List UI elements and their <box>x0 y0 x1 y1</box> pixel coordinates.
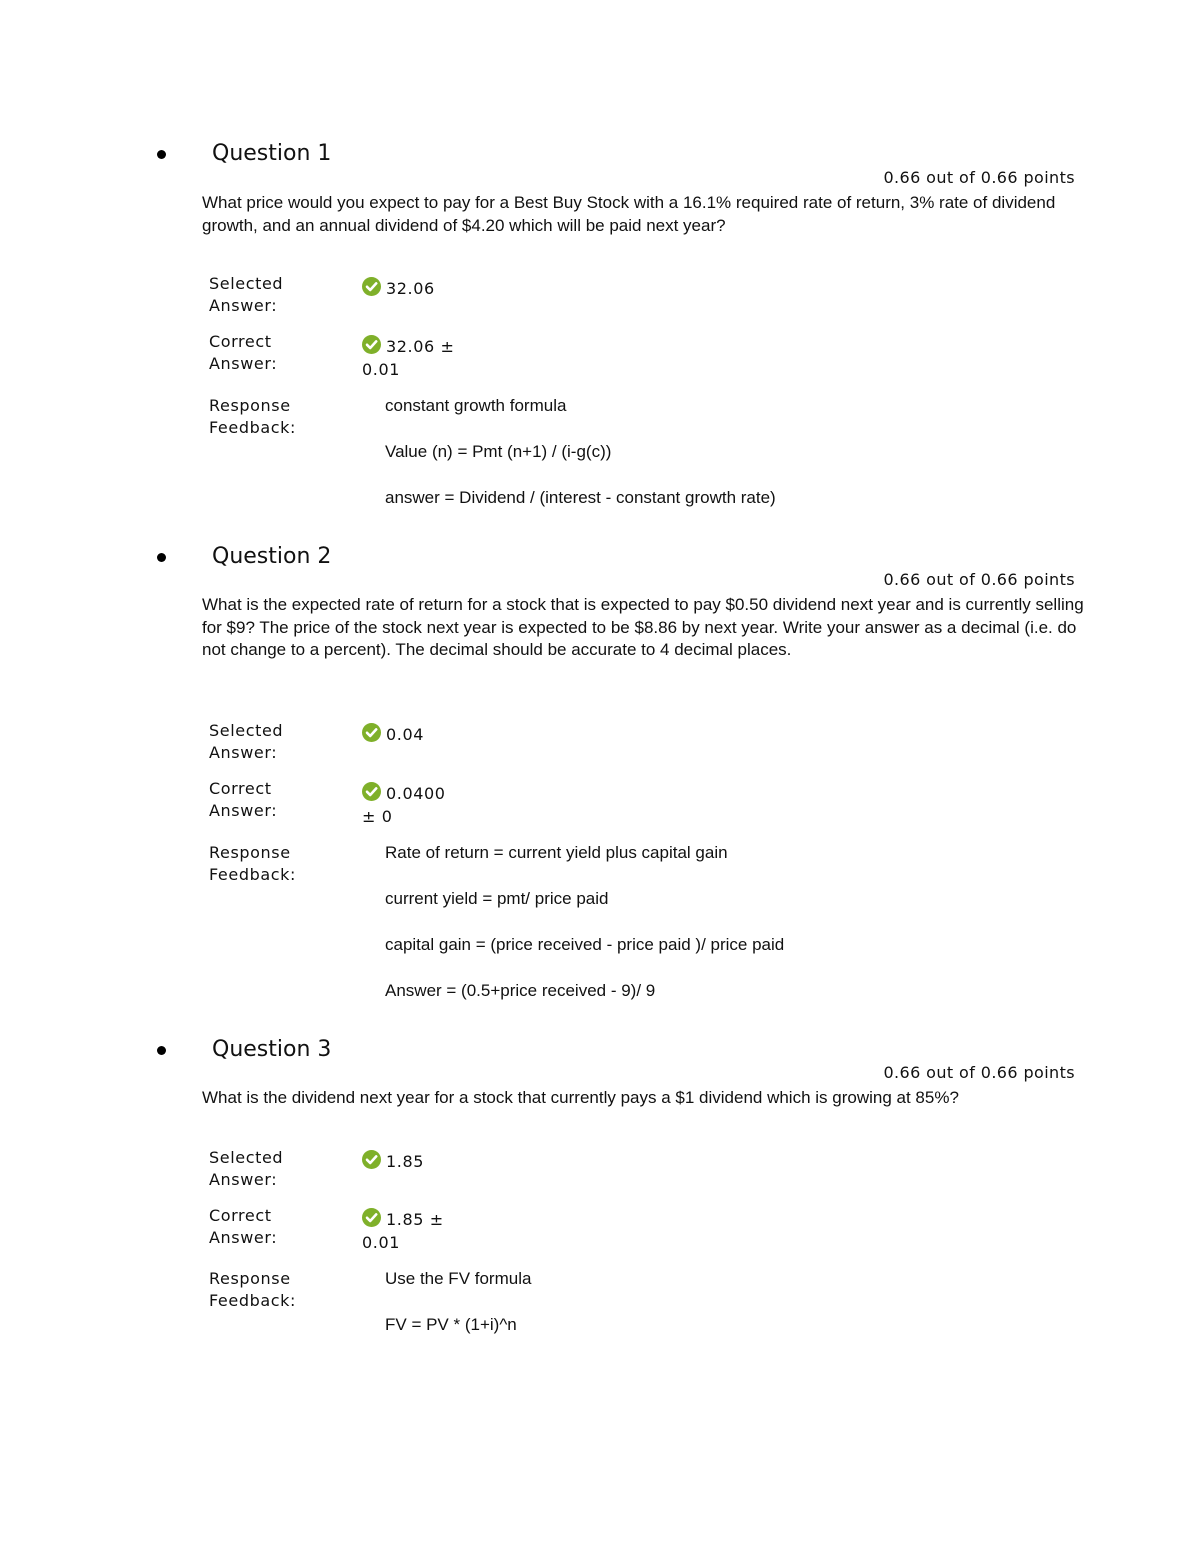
feedback-line: answer = Dividend / (interest - constant growth rate) <box>385 488 776 507</box>
question-points: 0.66 out of 0.66 points <box>883 570 1075 589</box>
correct-answer-label: Correct Answer: <box>209 332 278 373</box>
question-points: 0.66 out of 0.66 points <box>883 168 1075 187</box>
question-title: Question 2 <box>212 544 332 569</box>
bullet-icon <box>157 150 166 159</box>
response-feedback <box>385 395 1105 533</box>
response-feedback <box>385 1268 1105 1360</box>
feedback-line: Rate of return = current yield plus capital gain <box>385 843 728 862</box>
response-feedback-label: Response Feedback: <box>209 396 296 437</box>
check-circle-icon <box>362 782 381 801</box>
response-feedback <box>385 842 1105 1026</box>
bullet-icon <box>157 1046 166 1055</box>
question-text: What is the expected rate of return for a stock that is expected to pay $0.50 dividend next year and is currently selling for $9? The price of the stock next year is expected to be $8.86 by next year. Write your answer as a decimal (i.e. do not change to a percent). The decimal should be accurate to 4 decimal places. <box>202 595 1084 660</box>
check-circle-icon <box>362 277 381 296</box>
selected-answer-value: 32.06 <box>386 279 435 298</box>
feedback-line: FV = PV * (1+i)^n <box>385 1315 517 1334</box>
check-circle-icon <box>362 1208 381 1227</box>
correct-answer <box>362 1208 482 1254</box>
selected-answer <box>362 1150 482 1173</box>
question-title: Question 1 <box>212 141 332 166</box>
check-circle-icon <box>362 723 381 742</box>
question-points: 0.66 out of 0.66 points <box>883 1063 1075 1082</box>
question-text: What is the dividend next year for a stock that currently pays a $1 dividend which is growing at 85%? <box>202 1088 959 1107</box>
feedback-line: Use the FV formula <box>385 1269 532 1288</box>
selected-answer-value: 1.85 <box>386 1152 425 1171</box>
selected-answer <box>362 723 482 746</box>
response-feedback-label: Response Feedback: <box>209 1269 296 1310</box>
feedback-line: Value (n) = Pmt (n+1) / (i-g(c)) <box>385 442 612 461</box>
selected-answer-label: Selected Answer: <box>209 274 284 315</box>
correct-answer-label: Correct Answer: <box>209 1206 278 1247</box>
check-circle-icon <box>362 1150 381 1169</box>
feedback-line: current yield = pmt/ price paid <box>385 889 609 908</box>
selected-answer-label: Selected Answer: <box>209 721 284 762</box>
question-title: Question 3 <box>212 1037 332 1062</box>
selected-answer <box>362 277 482 300</box>
correct-answer-label: Correct Answer: <box>209 779 278 820</box>
response-feedback-label: Response Feedback: <box>209 843 296 884</box>
correct-answer <box>362 335 482 381</box>
correct-answer-tolerance: 0.01 <box>362 360 401 379</box>
correct-answer-value: 1.85 ± <box>386 1210 444 1229</box>
check-circle-icon <box>362 335 381 354</box>
correct-answer <box>362 782 482 828</box>
selected-answer-value: 0.04 <box>386 725 425 744</box>
feedback-line: capital gain = (price received - price paid )/ price paid <box>385 935 785 954</box>
feedback-line: Answer = (0.5+price received - 9)/ 9 <box>385 981 656 1000</box>
correct-answer-tolerance: 0.01 <box>362 1233 401 1252</box>
correct-answer-tolerance: ± 0 <box>362 807 393 826</box>
selected-answer-label: Selected Answer: <box>209 1148 284 1189</box>
question-text: What price would you expect to pay for a Best Buy Stock with a 16.1% required rate of return, 3% rate of dividend growth, and an annual dividend of $4.20 which will be paid next year? <box>202 193 1056 235</box>
correct-answer-value: 0.0400 <box>386 784 446 803</box>
feedback-line: constant growth formula <box>385 396 567 415</box>
bullet-icon <box>157 553 166 562</box>
correct-answer-value: 32.06 ± <box>386 337 455 356</box>
